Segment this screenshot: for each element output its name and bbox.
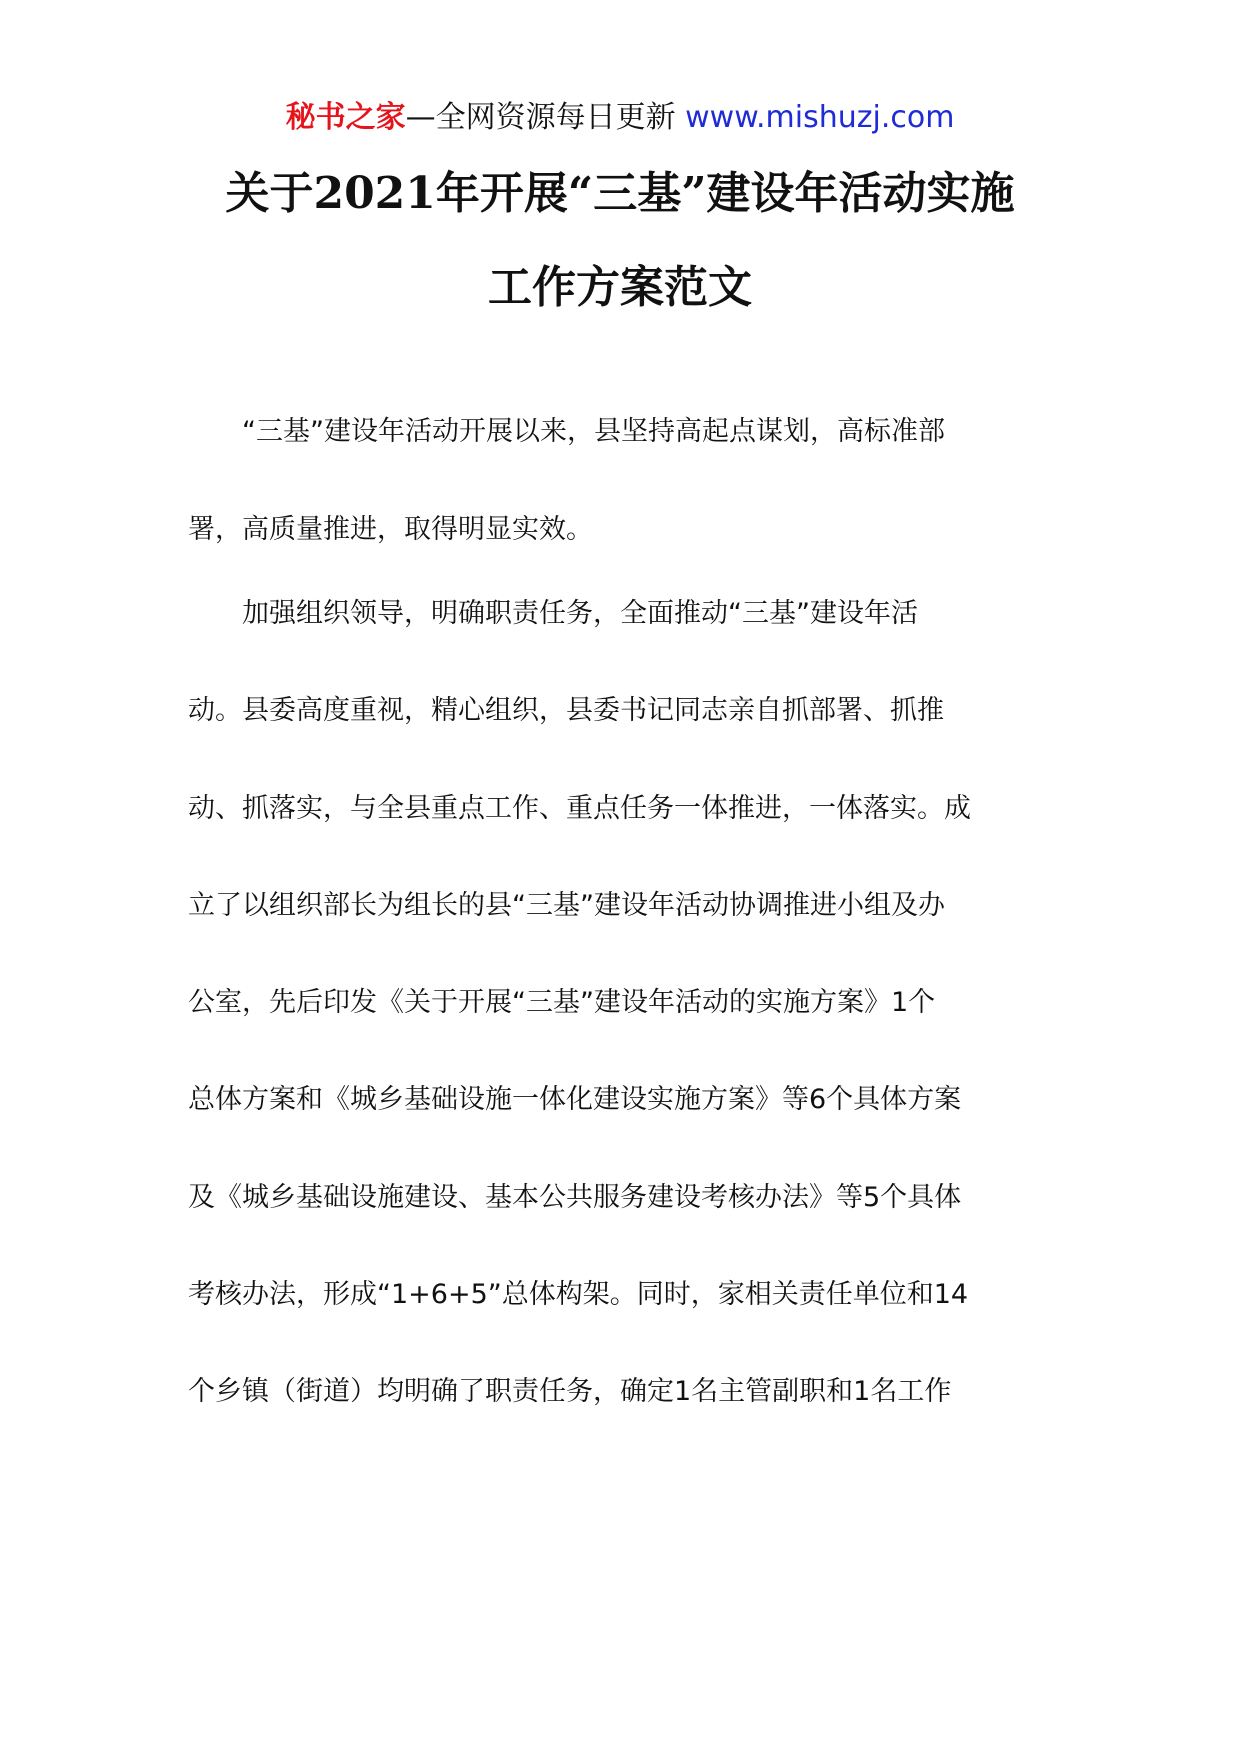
body-text-line: 署，高质量推进，取得明显实效。 bbox=[188, 514, 593, 545]
body-text-line: 立了以组织部长为组长的县“三基”建设年活动协调推进小组及办 bbox=[188, 890, 945, 921]
site-header bbox=[0, 98, 1240, 138]
document-title-line-1: 关于2021年开展“三基”建设年活动实施 bbox=[225, 168, 1015, 219]
site-url-link[interactable]: www.mishuzj.com bbox=[685, 100, 955, 135]
document-title-line-2: 工作方案范文 bbox=[488, 262, 752, 313]
body-text-line: 动。县委高度重视，精心组织，县委书记同志亲自抓部署、抓推 bbox=[188, 695, 944, 726]
body-text-line: 及《城乡基础设施建设、基本公共服务建设考核办法》等5个具体 bbox=[188, 1182, 962, 1213]
body-text-line: “三基”建设年活动开展以来，县坚持高起点谋划，高标准部 bbox=[188, 416, 945, 447]
site-brand: 秘书之家 bbox=[285, 100, 406, 135]
site-tagline: —全网资源每日更新 bbox=[405, 100, 686, 135]
body-text-line: 个乡镇（街道）均明确了职责任务，确定1名主管副职和1名工作 bbox=[188, 1376, 952, 1407]
body-text-line: 考核办法，形成“1+6+5”总体构架。同时，家相关责任单位和14 bbox=[188, 1279, 969, 1310]
body-text-line: 公室，先后印发《关于开展“三基”建设年活动的实施方案》1个 bbox=[188, 987, 936, 1018]
body-text-line: 加强组织领导，明确职责任务，全面推动“三基”建设年活 bbox=[188, 598, 918, 629]
body-text-line: 总体方案和《城乡基础设施一体化建设实施方案》等6个具体方案 bbox=[188, 1084, 962, 1115]
body-text-line: 动、抓落实，与全县重点工作、重点任务一体推进，一体落实。成 bbox=[188, 793, 971, 824]
